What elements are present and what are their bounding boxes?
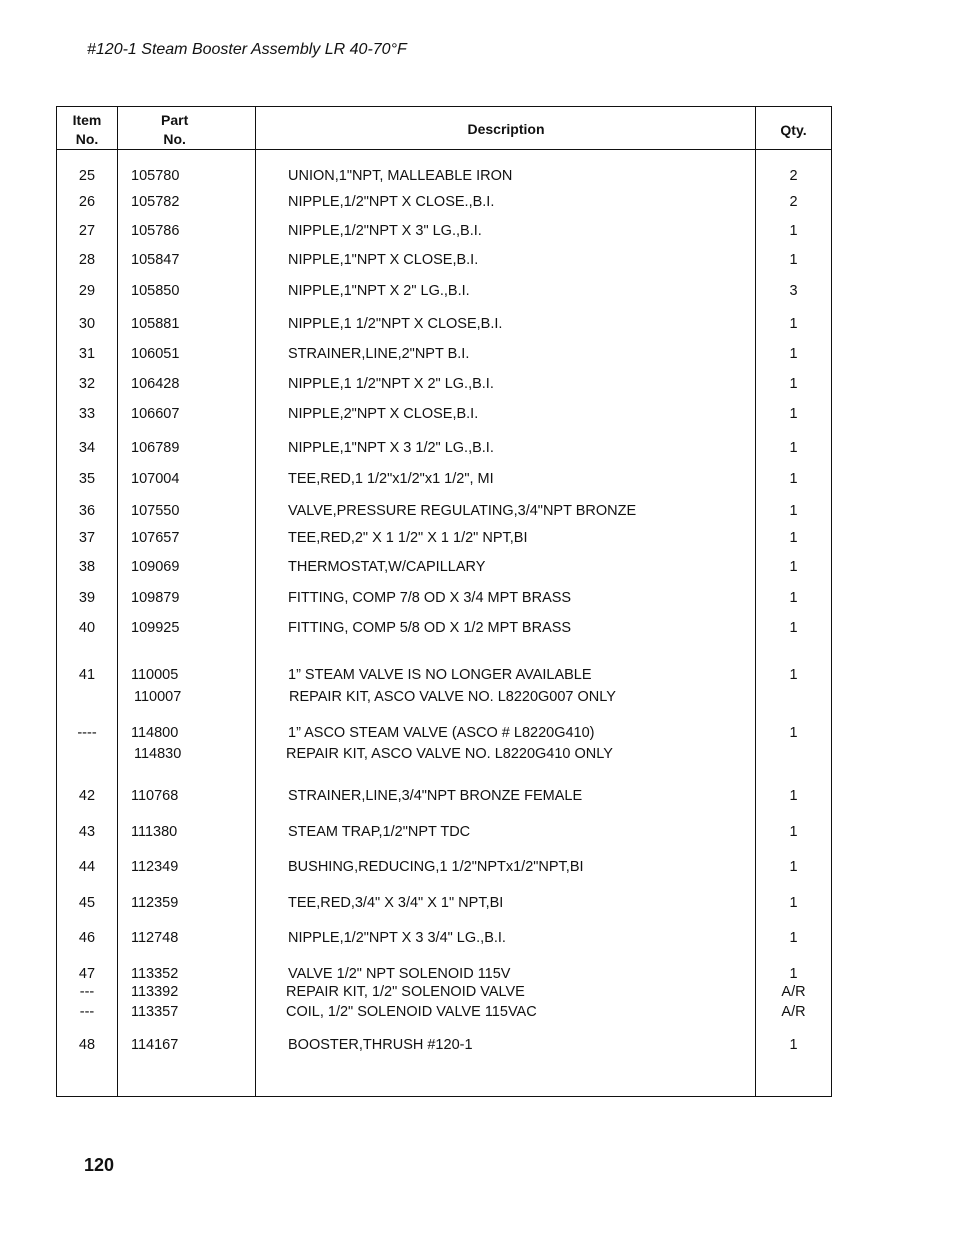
row-item-number: 33	[78, 406, 96, 422]
row-quantity: 1	[789, 725, 798, 741]
row-part-number: 113392	[131, 984, 179, 1000]
row-item-number: ----	[77, 725, 97, 741]
row-part-number: 111380	[131, 824, 178, 840]
row-description: NIPPLE,1 1/2"NPT X 2" LG.,B.I.	[288, 376, 494, 392]
row-item-number: 43	[78, 824, 96, 840]
column-divider	[255, 107, 256, 1096]
parts-table	[56, 106, 832, 1097]
row-description: REPAIR KIT, ASCO VALVE NO. L8220G007 ONLY	[289, 689, 616, 705]
row-part-number: 109879	[131, 590, 180, 606]
row-description: STRAINER,LINE,3/4"NPT BRONZE FEMALE	[288, 788, 583, 804]
row-description: REPAIR KIT, ASCO VALVE NO. L8220G410 ONLY	[286, 746, 613, 762]
row-item-number: 38	[78, 559, 96, 575]
row-part-number: 105780	[131, 168, 180, 184]
row-description: TEE,RED,3/4" X 3/4" X 1" NPT,BI	[288, 895, 504, 911]
row-part-number: 114830	[134, 746, 182, 762]
row-quantity: 1	[789, 620, 798, 636]
header-description: Description	[467, 121, 545, 137]
row-part-number: 107657	[131, 530, 180, 546]
row-part-number: 106789	[131, 440, 180, 456]
row-quantity: 1	[789, 223, 798, 239]
row-description: NIPPLE,1"NPT X 3 1/2" LG.,B.I.	[288, 440, 494, 456]
row-quantity: 1	[789, 895, 798, 911]
row-item-number: ---	[79, 984, 95, 1000]
row-quantity: 1	[789, 590, 798, 606]
row-quantity: 3	[789, 283, 798, 299]
row-quantity: 1	[789, 930, 798, 946]
row-quantity: A/R	[781, 1004, 806, 1020]
row-quantity: 1	[789, 440, 798, 456]
row-part-number: 110768	[131, 788, 179, 804]
row-item-number: 37	[78, 530, 96, 546]
row-part-number: 113352	[131, 966, 179, 982]
row-part-number: 112349	[131, 859, 179, 875]
row-quantity: 2	[789, 168, 798, 184]
row-description: NIPPLE,1/2"NPT X 3" LG.,B.I.	[288, 223, 482, 239]
row-part-number: 109069	[131, 559, 180, 575]
row-description: 1” ASCO STEAM VALVE (ASCO # L8220G410)	[288, 725, 595, 741]
row-part-number: 113357	[131, 1004, 179, 1020]
row-item-number: 39	[78, 590, 96, 606]
row-description: FITTING, COMP 5/8 OD X 1/2 MPT BRASS	[288, 620, 572, 636]
row-quantity: 1	[789, 559, 798, 575]
row-part-number: 106607	[131, 406, 180, 422]
row-item-number: 47	[78, 966, 96, 982]
row-description: TEE,RED,1 1/2"x1/2"x1 1/2", MI	[288, 471, 494, 487]
row-quantity: 1	[789, 824, 798, 840]
row-part-number: 106428	[131, 376, 180, 392]
row-item-number: 48	[78, 1037, 96, 1053]
row-description: 1” STEAM VALVE IS NO LONGER AVAILABLE	[288, 667, 592, 683]
header-part-line1: Part	[161, 112, 189, 128]
row-part-number: 112359	[131, 895, 179, 911]
row-description: NIPPLE,1 1/2"NPT X CLOSE,B.I.	[288, 316, 503, 332]
header-part	[161, 111, 188, 149]
row-quantity: 1	[789, 376, 798, 392]
row-description: VALVE,PRESSURE REGULATING,3/4"NPT BRONZE	[288, 503, 637, 519]
row-item-number: 31	[78, 346, 96, 362]
row-description: NIPPLE,1/2"NPT X 3 3/4" LG.,B.I.	[288, 930, 506, 946]
row-item-number: 42	[78, 788, 96, 804]
row-quantity: 1	[789, 667, 798, 683]
row-description: NIPPLE,1/2"NPT X CLOSE.,B.I.	[288, 194, 495, 210]
row-item-number: 44	[78, 859, 96, 875]
row-quantity: 1	[789, 966, 798, 982]
row-item-number: 41	[78, 667, 96, 683]
row-description: THERMOSTAT,W/CAPILLARY	[288, 559, 486, 575]
row-quantity: 1	[789, 316, 798, 332]
row-description: BOOSTER,THRUSH #120-1	[288, 1037, 473, 1053]
row-description: TEE,RED,2" X 1 1/2" X 1 1/2" NPT,BI	[288, 530, 528, 546]
row-item-number: 28	[78, 252, 96, 268]
row-item-number: 45	[78, 895, 96, 911]
row-quantity: A/R	[781, 984, 806, 1000]
row-item-number: 29	[78, 283, 96, 299]
row-description: NIPPLE,1"NPT X CLOSE,B.I.	[288, 252, 479, 268]
row-quantity: 1	[789, 1037, 798, 1053]
row-item-number: 32	[78, 376, 96, 392]
row-description: UNION,1"NPT, MALLEABLE IRON	[288, 168, 513, 184]
row-quantity: 1	[789, 859, 798, 875]
row-description: BUSHING,REDUCING,1 1/2"NPTx1/2"NPT,BI	[288, 859, 584, 875]
row-description: COIL, 1/2" SOLENOID VALVE 115VAC	[286, 1004, 537, 1020]
row-item-number: ---	[79, 1004, 95, 1020]
header-qty: Qty.	[780, 122, 807, 138]
row-item-number: 27	[78, 223, 96, 239]
row-quantity: 1	[789, 406, 798, 422]
row-description: NIPPLE,1"NPT X 2" LG.,B.I.	[288, 283, 470, 299]
row-description: NIPPLE,2"NPT X CLOSE,B.I.	[288, 406, 479, 422]
header-item	[57, 111, 117, 149]
header-divider	[57, 149, 831, 150]
row-item-number: 40	[78, 620, 96, 636]
row-description: STRAINER,LINE,2"NPT B.I.	[288, 346, 470, 362]
row-quantity: 1	[789, 530, 798, 546]
row-part-number: 106051	[131, 346, 180, 362]
column-divider	[755, 107, 756, 1096]
row-item-number: 25	[78, 168, 96, 184]
row-item-number: 26	[78, 194, 96, 210]
header-part-line2: No.	[163, 131, 186, 147]
row-part-number: 107004	[131, 471, 180, 487]
row-quantity: 1	[789, 788, 798, 804]
row-part-number: 109925	[131, 620, 180, 636]
row-part-number: 105850	[131, 283, 180, 299]
row-item-number: 36	[78, 503, 96, 519]
row-description: STEAM TRAP,1/2"NPT TDC	[288, 824, 471, 840]
page-title: #120-1 Steam Booster Assembly LR 40-70°F	[87, 41, 407, 58]
row-quantity: 1	[789, 346, 798, 362]
row-quantity: 1	[789, 471, 798, 487]
row-part-number: 105847	[131, 252, 180, 268]
row-quantity: 2	[789, 194, 798, 210]
header-item-line1: Item	[72, 112, 102, 128]
row-description: FITTING, COMP 7/8 OD X 3/4 MPT BRASS	[288, 590, 572, 606]
row-part-number: 105786	[131, 223, 180, 239]
row-description: REPAIR KIT, 1/2" SOLENOID VALVE	[286, 984, 525, 1000]
row-item-number: 35	[78, 471, 96, 487]
row-part-number: 110005	[131, 667, 179, 683]
row-part-number: 107550	[131, 503, 180, 519]
row-quantity: 1	[789, 503, 798, 519]
row-part-number: 105782	[131, 194, 180, 210]
row-item-number: 30	[78, 316, 96, 332]
row-item-number: 34	[78, 440, 96, 456]
row-part-number: 105881	[131, 316, 180, 332]
header-item-line2: No.	[75, 131, 99, 147]
row-part-number: 114800	[131, 725, 179, 741]
row-description: VALVE 1/2" NPT SOLENOID 115V	[288, 966, 511, 982]
row-item-number: 46	[78, 930, 96, 946]
row-part-number: 110007	[134, 689, 182, 705]
page-number: 120	[84, 1155, 115, 1175]
row-quantity: 1	[789, 252, 798, 268]
column-divider	[117, 107, 118, 1096]
row-part-number: 114167	[131, 1037, 179, 1053]
row-part-number: 112748	[131, 930, 179, 946]
